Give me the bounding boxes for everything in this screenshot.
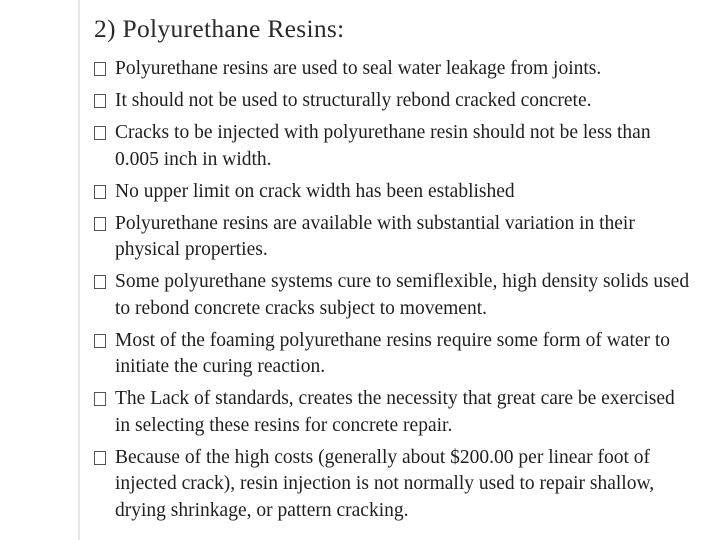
bullet-item (94, 386, 694, 439)
missing-glyph-box-icon (94, 392, 106, 406)
bullet-item (94, 445, 694, 525)
bullet-list (94, 56, 694, 530)
bullet-text: No upper limit on crack width has been established (115, 180, 515, 202)
left-divider-line (78, 0, 80, 540)
bullet-item (94, 120, 694, 173)
missing-glyph-box-icon (94, 94, 106, 108)
bullet-text: Polyurethane resins are used to seal water leakage from joints. (115, 58, 602, 79)
bullet-item (94, 88, 694, 115)
missing-glyph-box-icon (94, 334, 106, 348)
bullet-text: The Lack of standards, creates the necessity that great care be exercised in selecting these resins for concrete repair. (115, 388, 675, 436)
missing-glyph-box-icon (94, 451, 106, 465)
missing-glyph-box-icon (94, 217, 106, 231)
bullet-text: Polyurethane resins are available with substantial variation in their physical properties. (115, 212, 635, 260)
bullet-text: Most of the foaming polyurethane resins require some form of water to initiate the curing reaction. (115, 329, 671, 377)
bullet-text: Cracks to be injected with polyurethane resin should not be less than 0.005 inch in width. (115, 122, 651, 170)
missing-glyph-box-icon (94, 62, 106, 76)
bullet-item (94, 211, 694, 264)
bullet-item (94, 56, 694, 83)
missing-glyph-box-icon (94, 126, 106, 140)
missing-glyph-box-icon (94, 275, 106, 289)
slide-title: 2) Polyurethane Resins: (94, 14, 345, 43)
missing-glyph-box-icon (94, 185, 106, 199)
bullet-item (94, 269, 694, 322)
bullet-item (94, 179, 694, 206)
bullet-text: It should not be used to structurally rebond cracked concrete. (115, 90, 592, 111)
bullet-item (94, 328, 694, 381)
bullet-text: Some polyurethane systems cure to semiflexible, high density solids used to rebond concrete cracks subject to movement. (115, 271, 690, 319)
bullet-text: Because of the high costs (generally about $200.00 per linear foot of injected crack), resin injection is not normally used to repair shallow, drying shrinkage, or pattern cracking. (115, 446, 655, 521)
